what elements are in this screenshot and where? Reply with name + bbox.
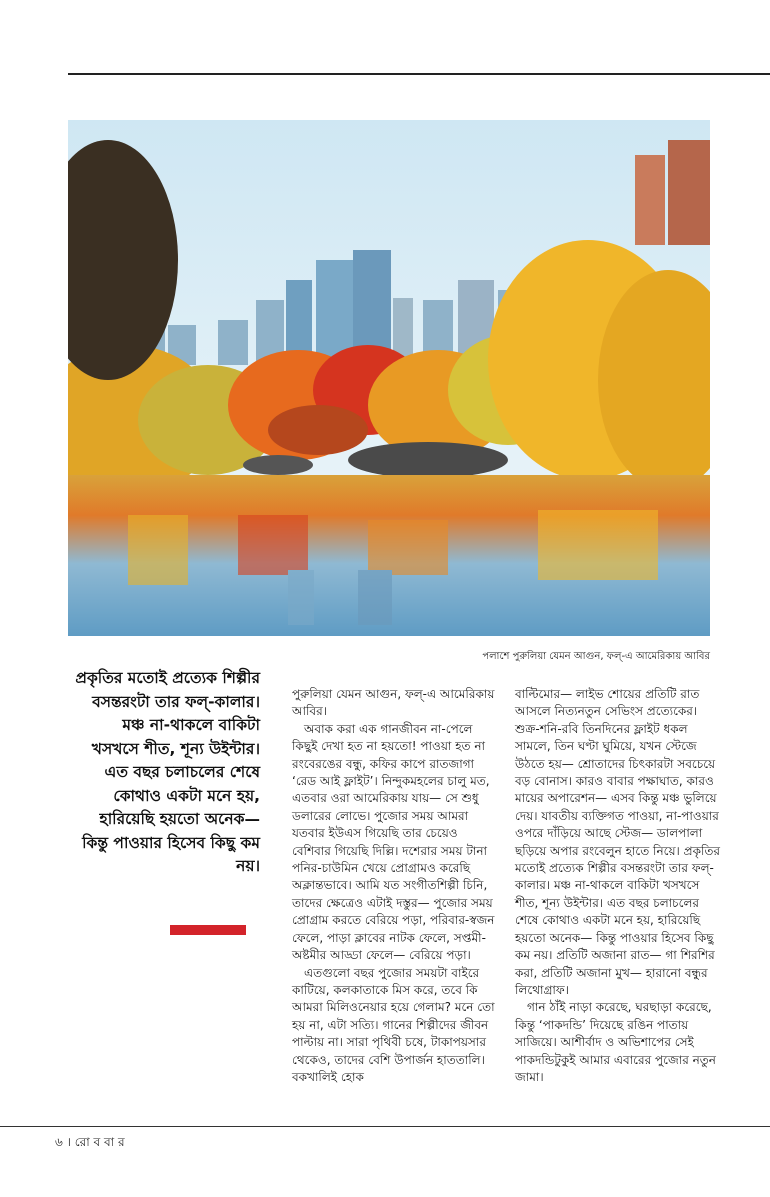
pull-quote: প্রকৃতির মতোই প্রত্যেক শিল্পীর বসন্তরংটা তার ফল্‌-কালার। মঞ্চ না-থাকলে বাকিটা খসখসে শীত, শূন্য উইন্টার। এত বছর চলাচলের শেষে কোথাও একটা মনে হয়, হারিয়েছি হয়তো অনেক— কিন্তু পাওয়ার হিসেব কিছু কম নয়। bbox=[75, 669, 260, 875]
header-rule bbox=[68, 73, 770, 75]
article-column-2 bbox=[515, 686, 721, 1086]
article-paragraph: বাল্টিমোর— লাইভ শোয়ের প্রতিটি রাত আসলে নিত্যনতুন সেভিংস প্রত্যেকের। শুক্র-শনি-রবি তিনদিনের ফ্লাইট ধকল সামলে, তিন ঘণ্টা ঘুমিয়ে, যখন স্টেজে উঠতে হয়— শ্রোতাদের চিৎকারটা সবচেয়ে বড় বোনাস। কারও বাবার পক্ষাঘাত, কারও মায়ের অপারেশন— এসব কিন্তু মঞ্চ ভুলিয়ে দেয়। যাবতীয় ব্যক্তিগত পাওয়া, না-পাওয়ার ওপরে দাঁড়িয়ে আছে স্টেজ— ডালপালা ছড়িয়ে অপার রংবেলুন হাতে নিয়ে। প্রকৃতির মতোই প্রত্যেক শিল্পীর বসন্তরংটা তার ফল্‌-কালার। মঞ্চ না-থাকলে বাকিটা খসখসে শীত, শূন্য উইন্টার। এত বছর চলাচলের শেষে কোথাও একটা মনে হয়, হারিয়েছি হয়তো অনেক— কিন্তু পাওয়ার হিসেব কিছু কম নয়। প্রতিটি অজানা রাত— গা শিরশির করা, প্রতিটি অজানা মুখ— হারানো বন্ধুর লিথোগ্রাফ। bbox=[515, 687, 721, 997]
article-paragraph: এতগুলো বছর পুজোর সময়টা বাইরে কাটিয়ে, কলকাতাকে মিস করে, তবে কি আমরা মিলিওনেয়ার হয়ে গেলাম? মনে তো হয় না, এটা সত্যি। গানের শিল্পীদের জীবন পাল্টায় না। সারা পৃথিবী চষে, টাকাপয়সার থেকেও, তাদের বেশি উপার্জন হাততালি। বকখালিই হোক bbox=[292, 965, 495, 1084]
article-paragraph: পুরুলিয়া যেমন আগুন, ফল্‌-এ আমেরিকায় আবির। bbox=[292, 687, 495, 719]
autumn-lake-photo bbox=[68, 120, 710, 636]
article-column-1 bbox=[292, 686, 500, 1086]
photo-caption: পলাশে পুরুলিয়া যেমন আগুন, ফল্‌-এ আমেরিকায় আবির bbox=[482, 651, 710, 662]
pull-quote-accent-bar bbox=[170, 925, 246, 935]
page-folio: ৬ । রো ব বা র bbox=[55, 1135, 125, 1149]
footer-rule bbox=[0, 1126, 770, 1127]
article-paragraph: অবাক করা এক গানজীবন না-পেলে কিছুই দেখা হত না হয়তো! পাওয়া হত না রংবেরঙের বন্ধু, কফির কাপে রাতজাগা ‘রেড আই ফ্লাইট’। নিন্দুকমহলের চালু মত, এতবার ওরা আমেরিকায় যায়— সে শুধু ডলারের লোভে। পুজোর সময় আমরা যতবার ইউএস গিয়েছি তার চেয়েও বেশিবার গিয়েছি দিল্লি। দশেরার সময় টানা পনির-চাউমিন খেয়ে প্রোগ্রামও করেছি অক্লান্তভাবে। আমি যত সংগীতশিল্পী চিনি, তাদের ক্ষেত্রেও এটাই দস্তুর— পুজোর সময় প্রোগ্রাম করতে বেরিয়ে পড়া, পরিবার-স্বজন ফেলে, পাড়া ক্লাবের নাটক ফেলে, সপ্তমী-অষ্টমীর আড্ডা ফেলে— বেরিয়ে পড়া। bbox=[292, 721, 495, 963]
article-paragraph: গান ঠাঁই নাড়া করেছে, ঘরছাড়া করেছে, কিন্তু ‘পাকদন্ডি’ দিয়েছে রঙিন পাতায় সাজিয়ে। আশীর্বাদ ও অভিশাপের সেই পাকদন্ডিটুকুই আমার এবারের পুজোর নতুন জামা। bbox=[515, 1000, 716, 1084]
